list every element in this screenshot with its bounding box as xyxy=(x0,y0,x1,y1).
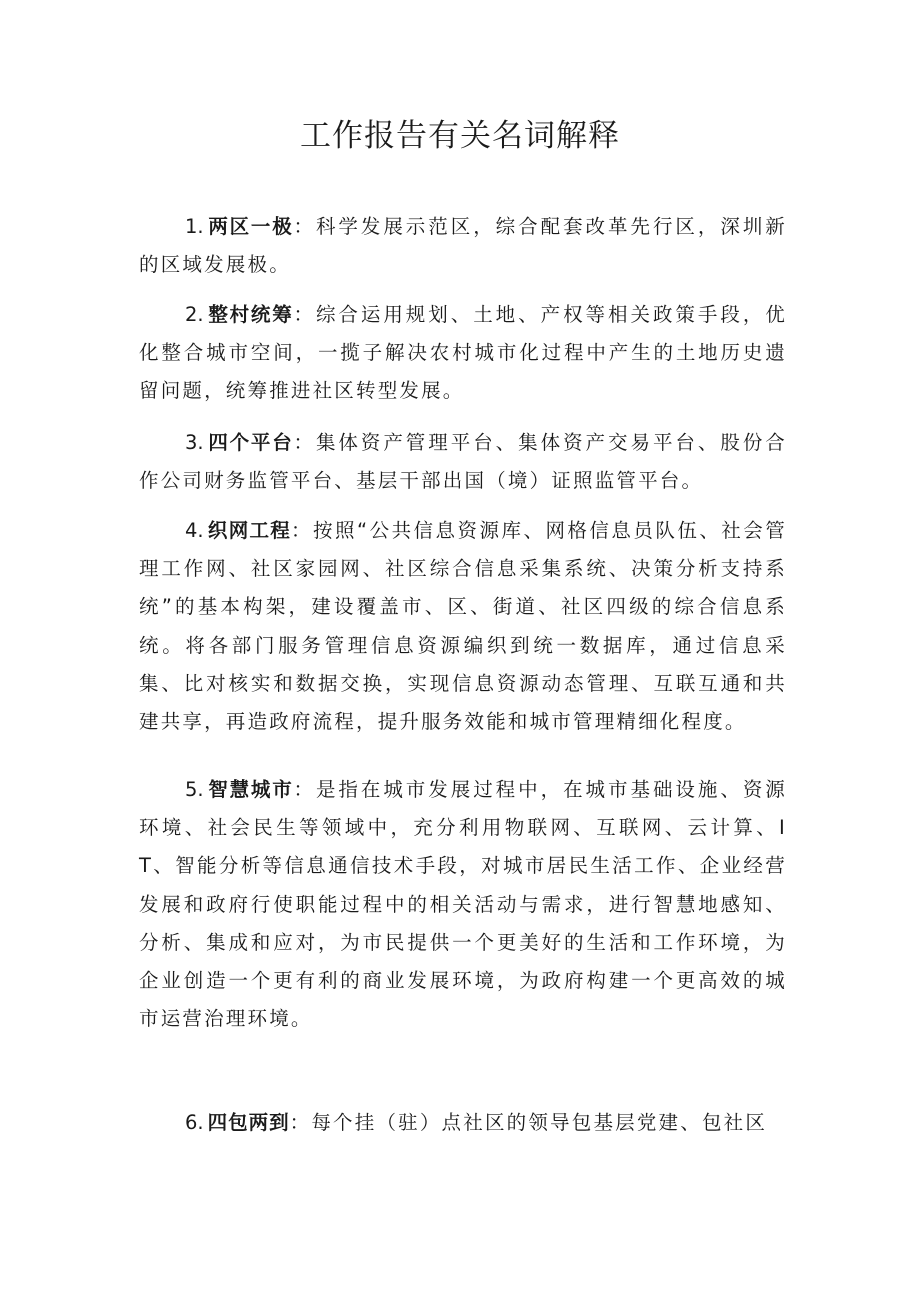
entry-number-dot: . xyxy=(197,1111,204,1134)
entry-colon: ： xyxy=(293,303,316,326)
entry-term: 智慧城市 xyxy=(207,778,294,801)
entry-definition: 每个挂（驻）点社区的领导包基层党建、包社区 xyxy=(311,1111,768,1134)
entry-number-dot: . xyxy=(197,431,204,454)
entry-term: 四个平台 xyxy=(207,431,294,454)
entry-number: 5 xyxy=(185,778,198,801)
entry-number: 3 xyxy=(185,431,198,454)
entry-term: 整村统筹 xyxy=(207,303,294,326)
glossary-entry xyxy=(139,1104,787,1142)
entry-colon: ： xyxy=(291,519,314,542)
entry-number-dot: . xyxy=(197,215,204,238)
entry-colon: ： xyxy=(289,1111,312,1134)
entry-number-dot: . xyxy=(197,303,204,326)
entry-term: 四包两到 xyxy=(207,1111,290,1134)
document-title: 工作报告有关名词解释 xyxy=(300,118,620,154)
entry-term: 两区一极 xyxy=(207,215,294,238)
entry-number-dot: . xyxy=(197,778,204,801)
entry-colon: ： xyxy=(293,431,316,454)
glossary-entry xyxy=(139,424,787,500)
entry-definition: 科学发展示范区，综合配套改革先行区，深圳新的区域发展极。 xyxy=(139,215,787,277)
entry-number: 6 xyxy=(185,1111,198,1134)
entry-term: 织网工程 xyxy=(207,519,292,542)
glossary-entry xyxy=(139,296,787,411)
entry-number: 1 xyxy=(185,215,198,238)
glossary-entry xyxy=(139,771,787,1038)
entry-number-dot: . xyxy=(197,519,204,542)
entry-definition: 集体资产管理平台、集体资产交易平台、股份合作公司财务监管平台、基层干部出国（境）证照监管平台。 xyxy=(139,431,787,493)
entry-definition: 按照“公共信息资源库、网格信息员队伍、社会管理工作网、社区家园网、社区综合信息采集系统、决策分析支持系统”的基本构架，建设覆盖市、区、街道、社区四级的综合信息系统。将各部门服务管理信息资源编织到统一数据库，通过信息采集、比对核实和数据交换，实现信息资源动态管理、互联互通和共建共享，再造政府流程，提升服务效能和城市管理精细化程度。 xyxy=(139,519,787,734)
glossary-entry xyxy=(139,208,787,284)
glossary-entry xyxy=(139,512,787,741)
entry-number: 2 xyxy=(185,303,198,326)
entry-definition: 综合运用规划、土地、产权等相关政策手段，优化整合城市空间，一揽子解决农村城市化过程中产生的土地历史遗留问题，统筹推进社区转型发展。 xyxy=(139,303,787,403)
entry-number: 4 xyxy=(185,519,198,542)
entry-colon: ： xyxy=(293,215,316,238)
entry-definition: 是指在城市发展过程中，在城市基础设施、资源环境、社会民生等领域中，充分利用物联网、互联网、云计算、IT、智能分析等信息通信技术手段，对城市居民生活工作、企业经营发展和政府行使职能过程中的相关活动与需求，进行智慧地感知、分析、集成和应对，为市民提供一个更美好的生活和工作环境，为企业创造一个更有利的商业发展环境，为政府构建一个更高效的城市运营治理环境。 xyxy=(139,778,787,1031)
entry-colon: ： xyxy=(293,778,316,801)
